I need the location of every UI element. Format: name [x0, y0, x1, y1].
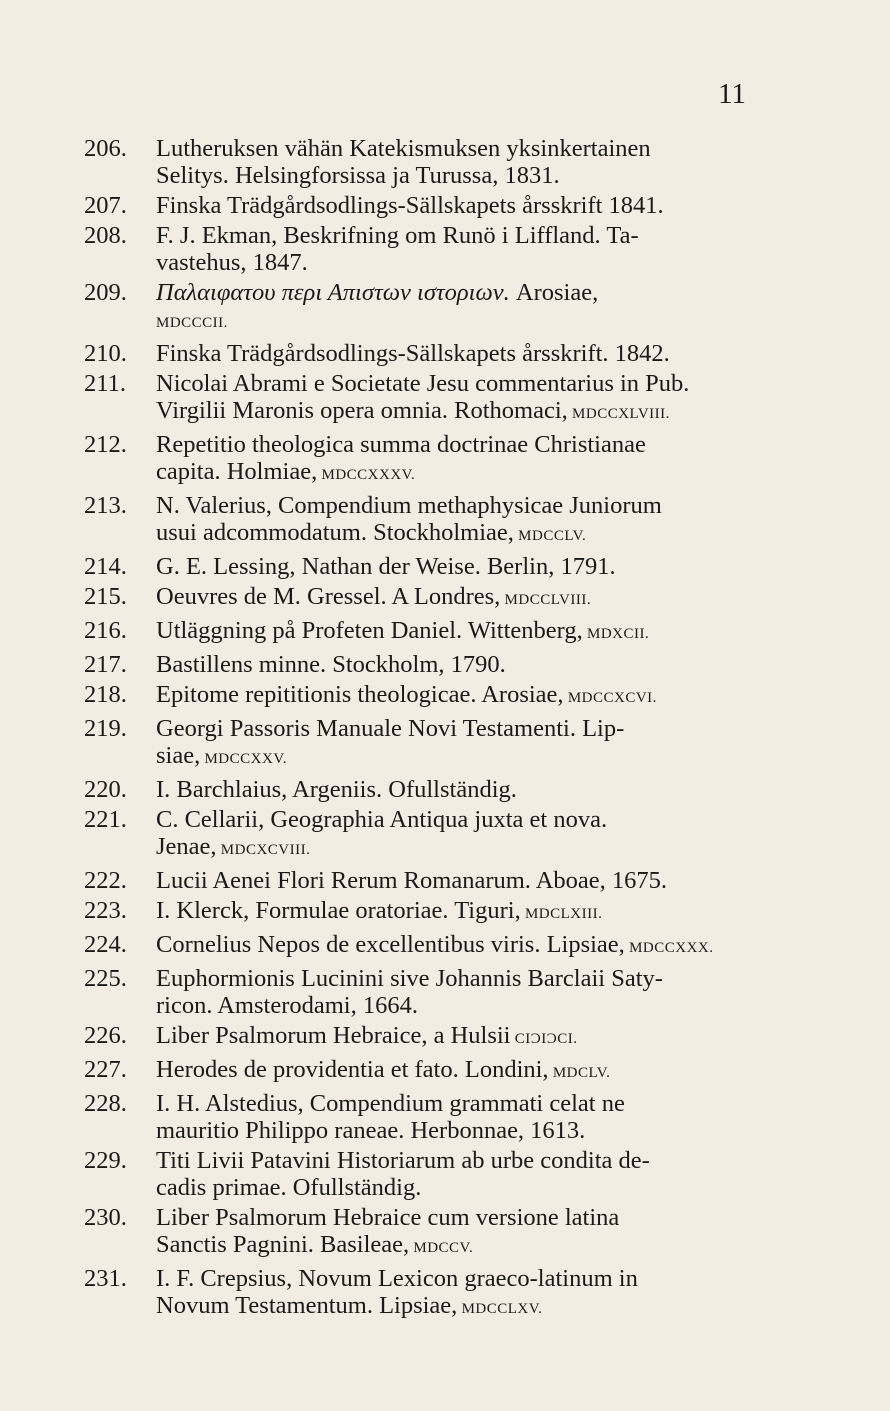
entry-line: Finska Trädgårdsodlings-Sällskapets årsskrift 1841.	[156, 192, 664, 219]
entry-number: 218.	[84, 681, 127, 708]
entry-line: Liber Psalmorum Hebraice cum versione latina	[156, 1204, 620, 1231]
entry-line: I. Barchlaius, Argeniis. Ofullständig.	[156, 776, 517, 803]
catalog-entry	[84, 651, 784, 678]
entry-number: 217.	[84, 651, 127, 678]
catalog-entry	[84, 1022, 784, 1053]
roman-year: MDCCLVIII.	[500, 592, 592, 608]
catalog-entry	[84, 192, 784, 219]
catalog-entry	[84, 1056, 784, 1087]
entry-text	[156, 1056, 784, 1087]
entry-line: G. E. Lessing, Nathan der Weise. Berlin, 1791.	[156, 553, 616, 580]
entry-text	[156, 617, 784, 648]
roman-year: MDCCLXV.	[457, 1301, 543, 1317]
entry-number: 210.	[84, 340, 127, 367]
catalog-entry	[84, 1265, 784, 1323]
catalog-entry	[84, 1147, 784, 1201]
entry-line: Lucii Aenei Flori Rerum Romanarum. Aboae, 1675.	[156, 867, 668, 894]
entry-line: Arosiae,	[509, 279, 599, 306]
catalog-entry	[84, 340, 784, 367]
entry-text	[156, 222, 784, 276]
entry-number: 215.	[84, 583, 127, 610]
entry-text	[156, 340, 784, 367]
entry-number: 228.	[84, 1090, 127, 1117]
entry-number: 224.	[84, 931, 127, 958]
entry-line: Liber Psalmorum Hebraice, a Hulsii CIƆIƆCI.	[156, 1022, 578, 1049]
entry-line: Novum Testamentum. Lipsiae, MDCCLXV.	[156, 1292, 543, 1319]
entry-line: Jenae, MDCXCVIII.	[156, 833, 311, 860]
roman-year: MDCCXCVI.	[563, 690, 657, 706]
catalog-entry	[84, 1204, 784, 1262]
catalog-entry	[84, 135, 784, 189]
entry-number: 212.	[84, 431, 127, 458]
greek-title: Παλαιφατου περι Απιστων ιστοριων.	[156, 279, 510, 306]
entry-number: 229.	[84, 1147, 127, 1174]
entry-line: ricon. Amsterodami, 1664.	[156, 992, 418, 1019]
entry-number: 208.	[84, 222, 127, 249]
roman-year: MDCCXXV.	[200, 751, 287, 767]
entry-number: 221.	[84, 806, 127, 833]
entry-text	[156, 776, 784, 803]
entry-line: I. Klerck, Formulae oratoriae. Tiguri, MDCLXIII.	[156, 897, 603, 924]
roman-year: MDCCXXX.	[624, 940, 714, 956]
entry-text	[156, 931, 784, 962]
catalog-entry	[84, 897, 784, 928]
roman-year: MDCCLV.	[513, 528, 587, 544]
roman-year: MDCCXLVIII.	[567, 406, 670, 422]
entry-line: Epitome repititionis theologicae. Arosiae, MDCCXCVI.	[156, 681, 657, 708]
catalog-entry	[84, 222, 784, 276]
entry-number: 206.	[84, 135, 127, 162]
entry-number: 209.	[84, 279, 127, 306]
entry-text	[156, 1204, 784, 1262]
entry-text	[156, 492, 784, 550]
entry-line: Virgilii Maronis opera omnia. Rothomaci, MDCCXLVIII.	[156, 397, 670, 424]
roman-year: MDCCXXXV.	[317, 467, 416, 483]
entry-text	[156, 370, 784, 428]
entry-line: Finska Trädgårdsodlings-Sällskapets årsskrift. 1842.	[156, 340, 670, 367]
entry-line: F. J. Ekman, Beskrifning om Runö i Liffland. Ta-	[156, 222, 639, 249]
entry-text	[156, 897, 784, 928]
entry-number: 223.	[84, 897, 127, 924]
roman-year: MDCXCVIII.	[216, 842, 311, 858]
roman-year: MDXCII.	[582, 626, 650, 642]
entry-list	[84, 135, 784, 1326]
catalog-entry	[84, 867, 784, 894]
roman-year: MDCCV.	[409, 1240, 474, 1256]
entry-line: usui adcommodatum. Stockholmiae, MDCCLV.	[156, 519, 587, 546]
entry-number: 219.	[84, 715, 127, 742]
entry-line: I. F. Crepsius, Novum Lexicon graeco-latinum in	[156, 1265, 638, 1292]
roman-year: MDCCCII.	[156, 315, 228, 331]
entry-line: mauritio Philippo raneae. Herbonnae, 1613.	[156, 1117, 586, 1144]
entry-line: Georgi Passoris Manuale Novi Testamenti. Lip-	[156, 715, 625, 742]
entry-number: 225.	[84, 965, 127, 992]
catalog-entry	[84, 553, 784, 580]
entry-line: Selitys. Helsingforsissa ja Turussa, 1831.	[156, 162, 560, 189]
entry-line: Herodes de providentia et fato. Londini, MDCLV.	[156, 1056, 611, 1083]
entry-text	[156, 553, 784, 580]
entry-number: 222.	[84, 867, 127, 894]
entry-line: I. H. Alstedius, Compendium grammati celat ne	[156, 1090, 625, 1117]
catalog-entry	[84, 806, 784, 864]
roman-year: MDCLXIII.	[520, 906, 603, 922]
entry-text	[156, 681, 784, 712]
entry-line: Titi Livii Patavini Historiarum ab urbe condita de-	[156, 1147, 650, 1174]
entry-line: Bastillens minne. Stockholm, 1790.	[156, 651, 506, 678]
entry-number: 216.	[84, 617, 127, 644]
catalog-entry	[84, 681, 784, 712]
entry-line: Repetitio theologica summa doctrinae Christianae	[156, 431, 646, 458]
catalog-entry	[84, 776, 784, 803]
entry-text	[156, 715, 784, 773]
catalog-entry	[84, 431, 784, 489]
entry-number: 213.	[84, 492, 127, 519]
catalog-entry	[84, 617, 784, 648]
roman-year: CIƆIƆCI.	[510, 1031, 578, 1047]
entry-line: Sanctis Pagnini. Basileae, MDCCV.	[156, 1231, 474, 1258]
entry-line: Utläggning på Profeten Daniel. Wittenberg, MDXCII.	[156, 617, 650, 644]
entry-text	[156, 651, 784, 678]
entry-line: siae, MDCCXXV.	[156, 742, 287, 769]
entry-number: 207.	[84, 192, 127, 219]
entry-text	[156, 279, 784, 337]
catalog-entry	[84, 1090, 784, 1144]
catalog-entry	[84, 370, 784, 428]
entry-line: Euphormionis Lucinini sive Johannis Barclaii Saty-	[156, 965, 663, 992]
entry-text	[156, 431, 784, 489]
entry-line: Cornelius Nepos de excellentibus viris. Lipsiae, MDCCXXX.	[156, 931, 714, 958]
entry-text	[156, 1022, 784, 1053]
entry-text	[156, 192, 784, 219]
entry-number: 231.	[84, 1265, 127, 1292]
catalog-entry	[84, 715, 784, 773]
entry-text	[156, 965, 784, 1019]
entry-number: 214.	[84, 553, 127, 580]
page-number: 11	[718, 78, 746, 110]
entry-number: 230.	[84, 1204, 127, 1231]
entry-number: 226.	[84, 1022, 127, 1049]
entry-number: 211.	[84, 370, 126, 397]
entry-line: cadis primae. Ofullständig.	[156, 1174, 422, 1201]
entry-text	[156, 1147, 784, 1201]
entry-line: C. Cellarii, Geographia Antiqua juxta et nova.	[156, 806, 608, 833]
entry-line: vastehus, 1847.	[156, 249, 308, 276]
entry-text	[156, 135, 784, 189]
entry-text	[156, 1265, 784, 1323]
catalog-entry	[84, 931, 784, 962]
catalog-entry	[84, 583, 784, 614]
entry-text	[156, 867, 784, 894]
entry-text	[156, 806, 784, 864]
catalog-entry	[84, 965, 784, 1019]
entry-number: 227.	[84, 1056, 127, 1083]
catalog-entry	[84, 492, 784, 550]
entry-number: 220.	[84, 776, 127, 803]
catalog-entry	[84, 279, 784, 337]
entry-line: N. Valerius, Compendium methaphysicae Juniorum	[156, 492, 662, 519]
entry-line: Oeuvres de M. Gressel. A Londres, MDCCLVIII.	[156, 583, 592, 610]
entry-line: capita. Holmiae, MDCCXXXV.	[156, 458, 416, 485]
entry-line: Nicolai Abrami e Societate Jesu commentarius in Pub.	[156, 370, 690, 397]
entry-line: Lutheruksen vähän Katekismuksen yksinkertainen	[156, 135, 651, 162]
entry-text	[156, 1090, 784, 1144]
roman-year: MDCLV.	[548, 1065, 611, 1081]
entry-text	[156, 583, 784, 614]
